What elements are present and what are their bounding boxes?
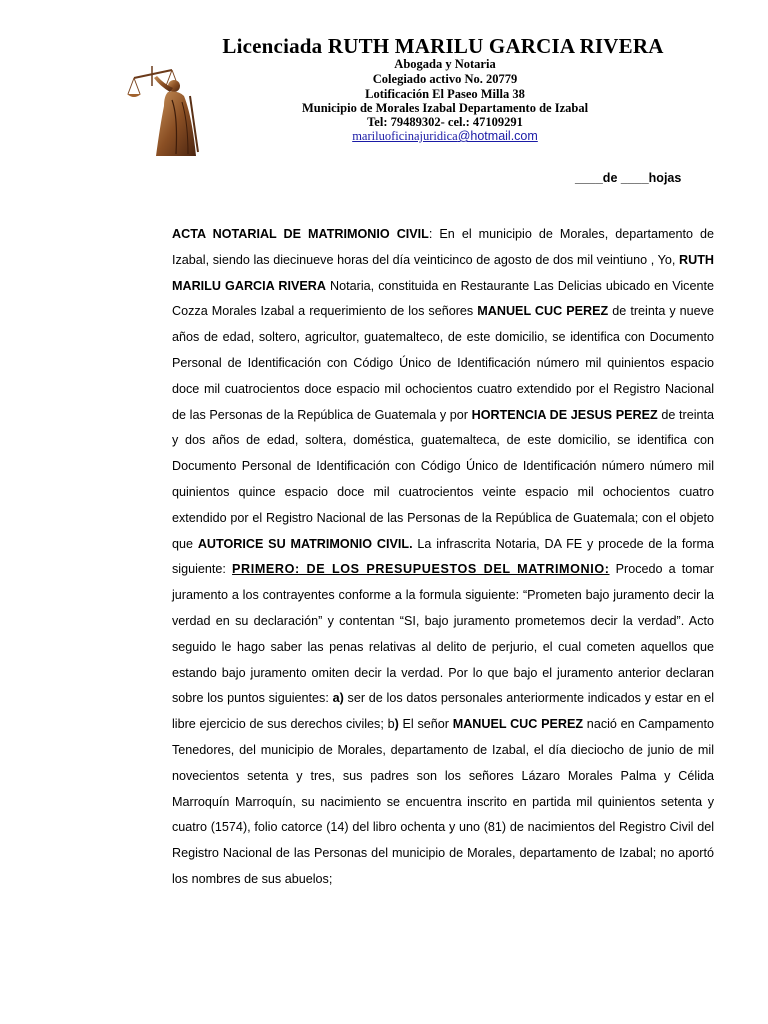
body-text-segment: ser de los datos personales anteriormente indicados y estar en el libre ejercicio de sus derechos civiles; b	[172, 691, 714, 732]
notary-name: RUTH MARILU GARCIA RIVERA	[172, 252, 714, 293]
body-text-segment: de treinta y nueve años de edad, soltero, agricultor, guatemalteco, de este domicilio, se identifica con Documento Personal de Identificación con Código Único de Identificación número mil quinientos espacio doce mil cuatrocientos doce espacio mil ochocientos cuatro extendido por el Registro Nacional de las Personas de la República de Guatemala y por	[172, 304, 714, 422]
body-text-segment: : En el municipio de Morales, departamento de Izabal, siendo las diecinueve horas del día veinticinco de agosto de dos mil veintiuno , Yo,	[172, 227, 714, 267]
body-text-segment: Procedo a tomar juramento a los contrayentes conforme a la formula siguiente: “Prometen bajo juramento decir la verdad en su declaración” y contentan “SI, bajo juramento prometemos decir la verdad”. Acto seguido le hago saber las penas relativas al delito de perjurio, el cual cometen aquellos que estando bajo juramento omiten decir la verdad. Por lo que bajo el juramento anterior declaran sobre los puntos siguientes:	[172, 562, 715, 706]
body-text-segment: de treinta y dos años de edad, soltera, doméstica, guatemalteca, de este domicilio, se identifica con Documento Personal de Identificación con Código Único de Identificación número número mil quinientos quince espacio doce mil cuatrocientos veinte espacio mil ochocientos cuatro extendido por el Registro Nacional de las Personas de la República de Guatemala; con el objeto que	[172, 407, 715, 551]
body-text-segment: Notaria, constituida en Restaurante Las Delicias ubicado en Vicente Cozza Morales Izabal a requerimiento de los señores	[172, 278, 714, 319]
email-user: mariluoficinajuridica	[352, 129, 458, 143]
bride-name: HORTENCIA DE JESUS PEREZ	[471, 407, 658, 422]
item-b-marker: )	[394, 717, 399, 732]
letterhead-municipality: Municipio de Morales Izabal Departamento de Izabal	[301, 101, 589, 115]
email-domain: @hotmail.com	[457, 129, 538, 143]
item-a-marker: a)	[332, 691, 344, 706]
body-text-segment: El señor	[398, 717, 453, 732]
body-text-segment: nació en Campamento Tenedores, del municipio de Morales, departamento de Izabal, el día dieciocho de junio de mil novecientos setenta y tres, sus padres son los señores Lázaro Morales Palma y Célida Marroquín Marroquín, su nacimiento se encuentra inscrito en partida mil quinientos setenta y cuatro (1574), folio catorce (14) del libro ochenta y uno (81) de nacimientos del Registro Civil del Registro Nacional de las Personas del municipio de Morales, departamento de Izabal; no aportó los nombres de sus abuelos;	[172, 717, 714, 886]
letterhead-colegiado: Colegiado activo No. 20779	[372, 72, 518, 86]
letterhead-address: Lotificación El Paseo Milla 38	[365, 87, 525, 101]
letterhead-phone: Tel: 79489302- cel.: 47109291	[367, 115, 523, 129]
body-text-segment: La infrascrita Notaria, DA FE y procede de la forma siguiente:	[172, 536, 715, 577]
notarial-act-body	[172, 222, 714, 893]
act-heading: ACTA NOTARIAL DE MATRIMONIO CIVIL	[172, 227, 429, 241]
letterhead-profession: Abogada y Notaria	[394, 57, 496, 71]
letterhead-title: Licenciada RUTH MARILU GARCIA RIVERA	[222, 34, 664, 58]
body-paragraph	[172, 222, 714, 893]
section-first-heading: PRIMERO: DE LOS PRESUPUESTOS DEL MATRIMONIO:	[232, 562, 610, 577]
groom-name: MANUEL CUC PEREZ	[477, 304, 609, 319]
page-count-marker: ____de ____hojas	[575, 171, 682, 185]
purpose-statement: AUTORICE SU MATRIMONIO CIVIL.	[197, 536, 413, 551]
letterhead-email-link[interactable]	[150, 129, 740, 144]
groom-name: MANUEL CUC PEREZ	[452, 717, 584, 732]
